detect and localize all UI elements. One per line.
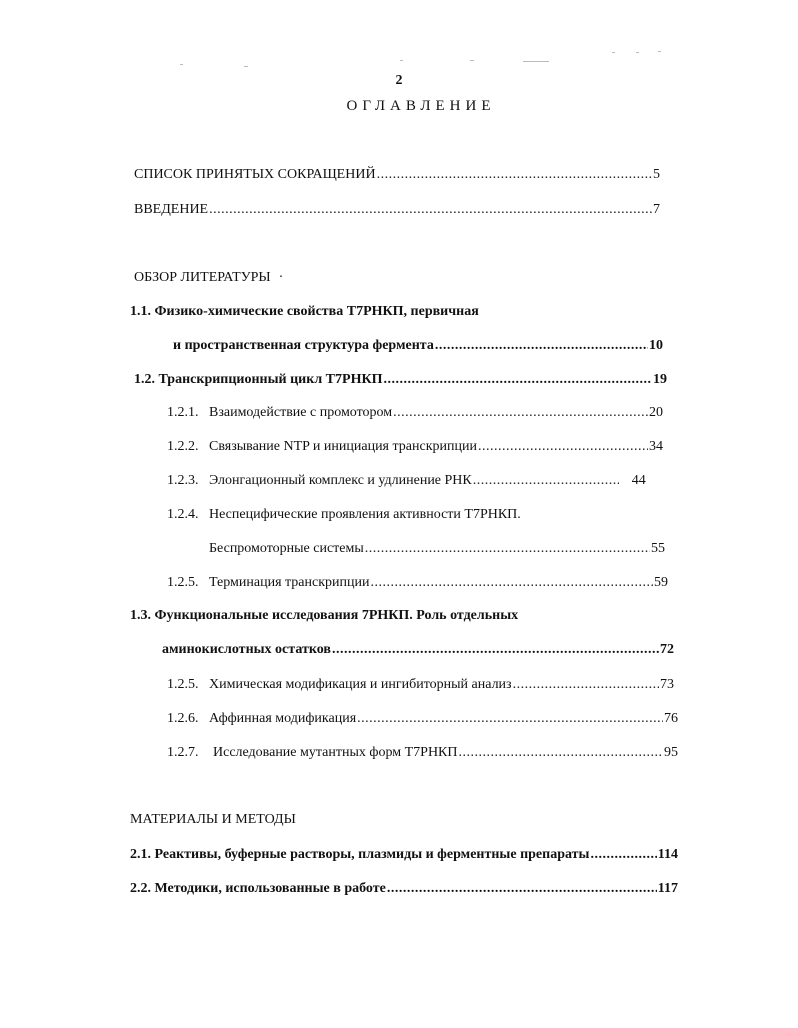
scan-speck — [658, 51, 661, 52]
toc-entry-introduction — [134, 202, 660, 218]
toc-entry-page: 7 — [653, 202, 660, 217]
scan-speck — [180, 64, 183, 65]
toc-entry-1-2-7 — [167, 745, 678, 761]
toc-entry-number: 1.2.7. — [167, 745, 199, 760]
toc-entry-title: Терминация транскрипции — [209, 575, 370, 590]
toc-entry-title: Аффинная модификация — [209, 711, 357, 726]
toc-entry-page: 55 — [651, 541, 665, 556]
toc-entry-1-2-5-chem — [167, 677, 674, 693]
section-heading-literature — [134, 270, 283, 286]
toc-entry-title: Связывание NTP и инициация транскрипции — [209, 439, 477, 454]
toc-entry-title: Исследование мутантных форм Т7РНКП — [213, 745, 458, 760]
toc-entry-page: 117 — [657, 881, 678, 896]
toc-entry-title: СПИСОК ПРИНЯТЫХ СОКРАЩЕНИЙ — [134, 167, 376, 182]
toc-entry-number: 1.2.3. — [167, 473, 199, 488]
toc-entry-page: 72 — [660, 642, 674, 657]
dot-leader — [332, 642, 659, 658]
scan-speck — [400, 60, 403, 61]
toc-entry-title: Взаимодействие с промотором — [209, 405, 393, 420]
toc-entry-number: 1.2.1. — [167, 405, 199, 420]
toc-entry-number: 1.2.5. — [167, 677, 199, 692]
scan-speck — [523, 61, 549, 62]
toc-entry-page: 76 — [664, 711, 678, 726]
dot-leader — [590, 847, 656, 863]
toc-entry-1-3-line2 — [162, 642, 674, 658]
toc-entry-1-2-1 — [167, 405, 663, 421]
section-heading-methods: МАТЕРИАЛЫ И МЕТОДЫ — [130, 812, 296, 827]
toc-entry-number: 1.2.5. — [167, 575, 199, 590]
toc-entry-2-2 — [130, 881, 678, 897]
dot-leader — [387, 881, 657, 897]
toc-entry-1-1-line2 — [173, 338, 663, 354]
toc-entry-abbreviations — [134, 167, 660, 183]
toc-entry-number: 1.2.4. — [167, 507, 199, 522]
scan-speck — [636, 52, 639, 53]
toc-entry-title: Неспецифические проявления активности Т7РНКП. — [209, 507, 521, 522]
toc-entry-1-2-6 — [167, 711, 678, 727]
scan-speck — [612, 52, 615, 53]
toc-entry-1-2-4-line1 — [167, 507, 521, 523]
toc-entry-title: 2.2. Методики, использованные в работе — [130, 881, 386, 896]
toc-entry-title: Химическая модификация и ингибиторный анализ — [209, 677, 512, 692]
toc-entry-1-2-4-line2 — [209, 541, 665, 557]
toc-entry-page: 114 — [657, 847, 678, 862]
toc-entry-page: 20 — [649, 405, 663, 420]
toc-entry-1-1-line1: 1.1. Физико-химические свойства Т7РНКП, первичная — [130, 304, 479, 319]
dot-leader — [377, 167, 652, 183]
dot-leader — [357, 711, 663, 727]
toc-entry-page: 19 — [653, 372, 667, 387]
toc-entry-title: и пространственная структура фермента — [173, 338, 434, 353]
toc-entry-page: 95 — [664, 745, 678, 760]
scan-speck — [470, 60, 474, 61]
toc-entry-1-2 — [134, 372, 667, 388]
toc-entry-page: 10 — [649, 338, 663, 353]
toc-entry-page: 5 — [653, 167, 660, 182]
dot-leader — [435, 338, 648, 354]
toc-entry-page: 59 — [654, 575, 668, 590]
toc-entry-number: 1.2.6. — [167, 711, 199, 726]
toc-entry-title: ВВЕДЕНИЕ — [134, 202, 209, 217]
toc-entry-title: аминокислотных остатков — [162, 642, 331, 657]
dot-leader — [478, 439, 648, 455]
scan-speck — [244, 66, 248, 67]
toc-entry-page: 44 — [631, 473, 646, 488]
dot-leader — [459, 745, 663, 761]
toc-entry-title: Элонгационный комплекс и удлинение РНК — [209, 473, 472, 488]
toc-title: ОГЛАВЛЕНИЕ — [346, 98, 496, 114]
toc-entry-2-1 — [130, 847, 678, 863]
dot-leader — [384, 372, 653, 388]
toc-entry-1-2-3 — [167, 473, 663, 489]
toc-entry-number: 1.2.2. — [167, 439, 199, 454]
toc-entry-page: 34 — [649, 439, 663, 454]
toc-entry-page: 73 — [660, 677, 674, 692]
scan-dot: · — [278, 270, 284, 285]
toc-entry-title: Беспромоторные системы — [209, 541, 364, 556]
dot-leader — [209, 202, 652, 218]
toc-entry-title: 2.1. Реактивы, буферные растворы, плазмиды и ферментные препараты — [130, 847, 590, 862]
dot-leader — [513, 677, 659, 693]
toc-entry-1-2-2 — [167, 439, 663, 455]
section-heading-text: ОБЗОР ЛИТЕРАТУРЫ — [134, 270, 271, 285]
dot-leader — [393, 405, 648, 421]
page-number: 2 — [395, 73, 403, 88]
toc-entry-1-2-5 — [167, 575, 668, 591]
dot-leader — [365, 541, 650, 557]
dot-leader — [473, 473, 619, 489]
dot-leader — [370, 575, 653, 591]
toc-entry-title: 1.2. Транскрипционный цикл Т7РНКП — [134, 372, 383, 387]
toc-entry-1-3-line1: 1.3. Функциональные исследования 7РНКП. Роль отдельных — [130, 608, 519, 623]
